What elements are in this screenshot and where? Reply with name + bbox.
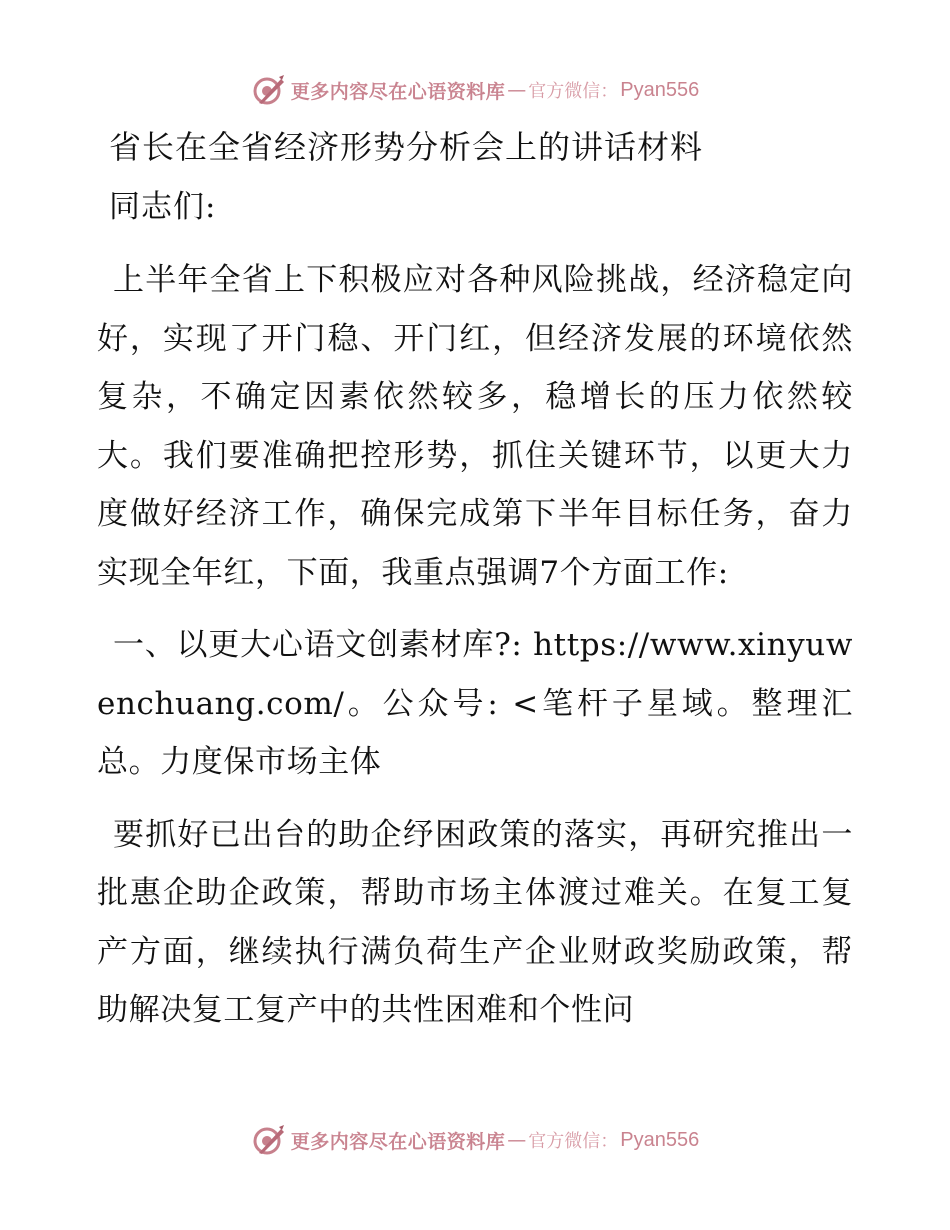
salutation: 同志们: <box>109 189 217 225</box>
header-banner-content <box>251 73 699 107</box>
banner-wechat-label: 官方微信： <box>528 1131 619 1152</box>
paragraph: 要抓好已出台的助企纾困政策的落实，再研究推出一批惠企助企政策，帮助市场主体渡过难关。在复工复产方面，继续执行满负荷生产企业财政奖励政策，帮助解决复工复产中的共性困难和个性问 <box>97 816 853 1028</box>
header-banner <box>0 70 950 110</box>
banner-separator: — <box>507 1129 527 1151</box>
banner-wechat-label: 官方微信： <box>528 81 619 102</box>
footer-banner <box>0 1120 950 1160</box>
banner-slogan: 更多内容尽在心语资料库 <box>290 80 506 103</box>
footer-banner-content <box>251 1123 699 1157</box>
pen-logo-icon <box>251 73 285 107</box>
banner-wechat-id: Pyan556 <box>620 1128 700 1151</box>
document-body <box>97 117 853 1054</box>
banner-separator: — <box>507 79 527 101</box>
pen-logo-icon <box>251 1123 285 1157</box>
paragraph: 上半年全省上下积极应对各种风险挑战，经济稳定向好，实现了开门稳、开门红，但经济发展的环境依然复杂，不确定因素依然较多，稳增长的压力依然较大。我们要准确把控形势，抓住关键环节，以更大力度做好经济工作，确保完成第下半年目标任务，奋力实现全年红，下面，我重点强调7个方面工作: <box>97 262 853 591</box>
banner-wechat-id: Pyan556 <box>620 78 700 101</box>
banner-slogan: 更多内容尽在心语资料库 <box>290 1130 506 1153</box>
document-title: 省长在全省经济形势分析会上的讲话材料 <box>109 128 704 166</box>
paragraph: 一、以更大心语文创素材库?: https://www.xinyuwenchuang.com/。公众号: <笔杆子星域。整理汇总。力度保市场主体 <box>97 627 853 780</box>
